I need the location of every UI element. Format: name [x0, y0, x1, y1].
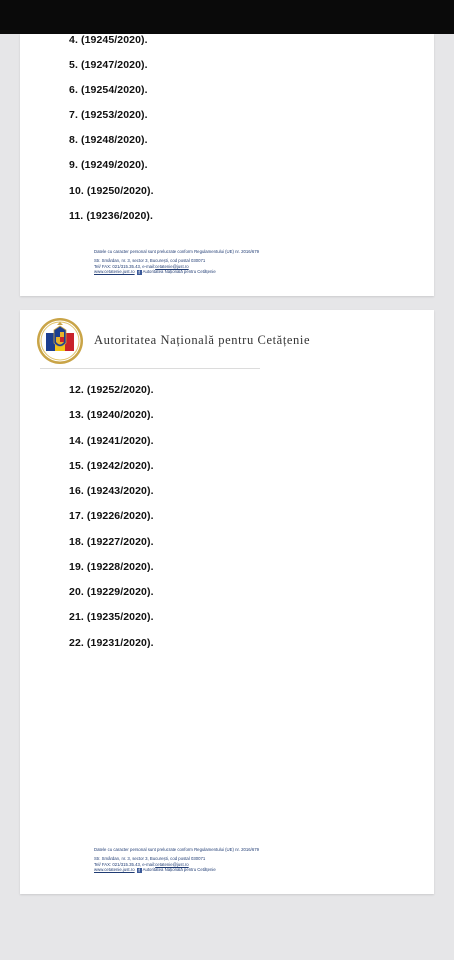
- address-line: Str. Smârdan, nr. 3, sector 3, București, cod postal 030071: [94, 258, 206, 264]
- list-entry: 9. (19249/2020).: [69, 159, 148, 171]
- address-line: Str. Smârdan, nr. 3, sector 3, București, cod postal 030071: [94, 856, 206, 862]
- privacy-notice: Datele cu caracter personal sunt prelucrate conform Regulamentului (UE) nr. 2016/679: [94, 847, 260, 852]
- list-entry: 8. (19248/2020).: [69, 134, 148, 146]
- phone-fax: Tel/ FAX: 021/315.35.43, e-mail:: [94, 263, 156, 269]
- romanian-coat-of-arms-emblem: [36, 317, 84, 365]
- list-entry: 12. (19252/2020).: [69, 384, 154, 396]
- list-entry: 6. (19254/2020).: [69, 84, 148, 96]
- facebook-page-name[interactable]: Autoritatea Națională pentru Cetățenie: [142, 269, 216, 275]
- page-footer: [94, 847, 259, 873]
- web-line: [94, 269, 259, 274]
- document-page-2: [20, 310, 434, 894]
- list-entry: 22. (19231/2020).: [69, 637, 154, 649]
- list-entry: 17. (19226/2020).: [69, 510, 154, 522]
- privacy-notice: Datele cu caracter personal sunt prelucrate conform Regulamentului (UE) nr. 2016/679: [94, 249, 260, 254]
- list-entry: 10. (19250/2020).: [69, 185, 154, 197]
- letterhead: [20, 310, 434, 370]
- top-black-bar: [0, 0, 454, 34]
- list-entry: 16. (19243/2020).: [69, 485, 154, 497]
- list-entry: 4. (19245/2020).: [69, 34, 148, 46]
- facebook-icon[interactable]: f: [138, 269, 140, 275]
- list-entry: 5. (19247/2020).: [69, 59, 148, 71]
- facebook-page-name[interactable]: Autoritatea Națională pentru Cetățenie: [142, 867, 216, 873]
- header-divider: [40, 368, 260, 369]
- list-entry: 7. (19253/2020).: [69, 109, 148, 121]
- list-entry: 18. (19227/2020).: [69, 536, 154, 548]
- list-entry: 15. (19242/2020).: [69, 460, 154, 472]
- list-entry: 20. (19229/2020).: [69, 586, 154, 598]
- list-entry: 13. (19240/2020).: [69, 409, 154, 421]
- facebook-icon[interactable]: f: [138, 867, 140, 873]
- website-link[interactable]: www.cetatenie.just.ro: [94, 269, 135, 275]
- document-page-1: [20, 34, 434, 296]
- website-link[interactable]: www.cetatenie.just.ro: [94, 867, 135, 873]
- page-footer: [94, 249, 259, 275]
- email-link[interactable]: cetatenie@just.ro: [155, 263, 189, 269]
- list-entry: 14. (19241/2020).: [69, 435, 154, 447]
- list-entry: 21. (19235/2020).: [69, 611, 154, 623]
- phone-fax: Tel/ FAX: 021/315.35.43, e-mail:: [94, 861, 156, 867]
- web-line: [94, 867, 259, 872]
- agency-name: Autoritatea Națională pentru Cetățenie: [94, 333, 311, 347]
- list-entry: 19. (19228/2020).: [69, 561, 154, 573]
- list-entry: 11. (19236/2020).: [69, 210, 154, 222]
- email-link[interactable]: cetatenie@just.ro: [155, 861, 189, 867]
